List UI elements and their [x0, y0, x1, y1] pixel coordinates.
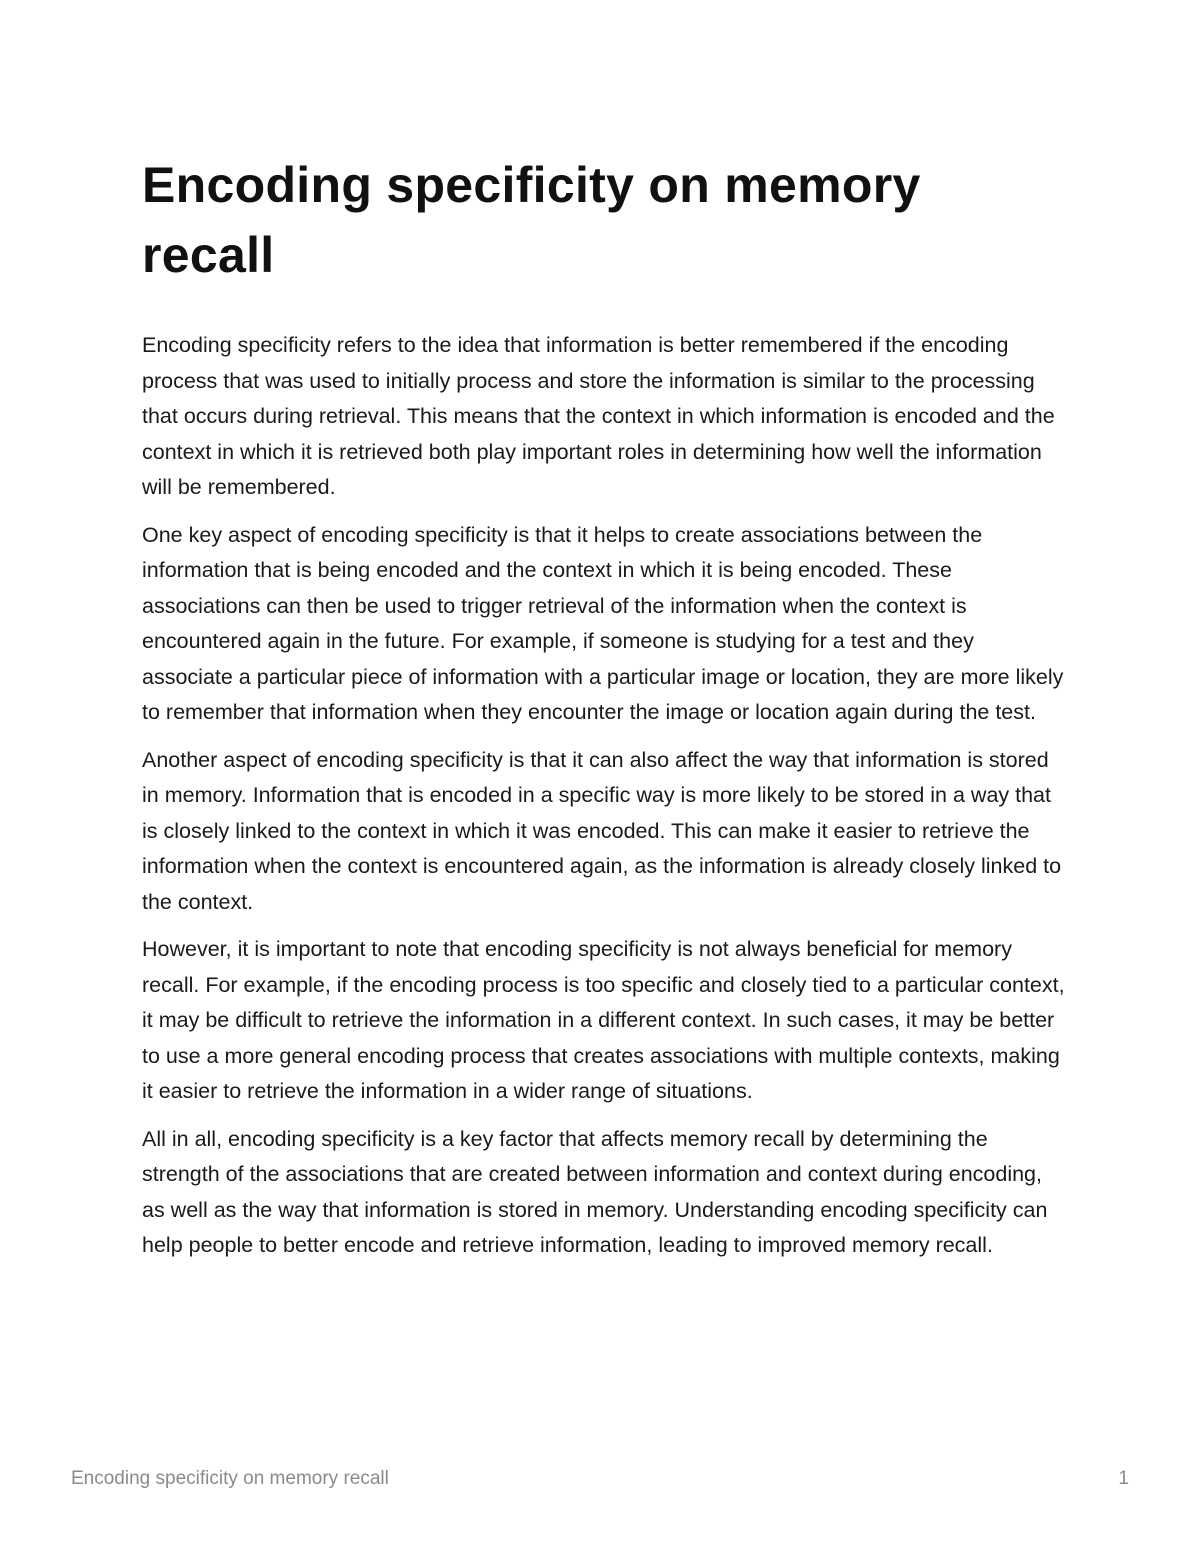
page-number: 1 [1118, 1468, 1129, 1489]
paragraph: However, it is important to note that encoding specificity is not always beneficial for memory recall. For example, if the encoding process is too specific and closely tied to a particular context, it may be difficult to retrieve the information in a different context. In such cases, it may be better to use a more general encoding process that creates associations with multiple contexts, making it easier to retrieve the information in a wider range of situations. [142, 937, 1065, 1103]
paragraph: One key aspect of encoding specificity is that it helps to create associations between the information that is being encoded and the context in which it is being encoded. These associations can then be used to trigger retrieval of the information when the context is encountered again in the future. For example, if someone is studying for a test and they associate a particular piece of information with a particular image or location, they are more likely to remember that information when they encounter the image or location again during the test. [142, 522, 1064, 724]
page-footer [71, 1466, 1129, 1492]
document-content [142, 150, 1067, 1276]
document-title: Encoding specificity on memory recall [142, 157, 921, 283]
footer-title: Encoding specificity on memory recall [71, 1468, 389, 1489]
paragraph: Encoding specificity refers to the idea that information is better remembered if the encoding process that was used to initially process and store the information is similar to the processing that occurs during retrieval. This means that the context in which information is encoded and the context in which it is retrieved both play important roles in determining how well the information will be remembered. [142, 333, 1055, 499]
document-body [142, 328, 1067, 1264]
paragraph: Another aspect of encoding specificity is that it can also affect the way that information is stored in memory. Information that is encoded in a specific way is more likely to be stored in a way that is closely linked to the context in which it was encoded. This can make it easier to retrieve the information when the context is encountered again, as the information is already closely linked to the context. [142, 747, 1062, 914]
paragraph: All in all, encoding specificity is a key factor that affects memory recall by determining the strength of the associations that are created between information and context during encoding, as well as the way that information is stored in memory. Understanding encoding specificity can help people to better encode and retrieve information, leading to improved memory recall. [142, 1126, 1048, 1257]
